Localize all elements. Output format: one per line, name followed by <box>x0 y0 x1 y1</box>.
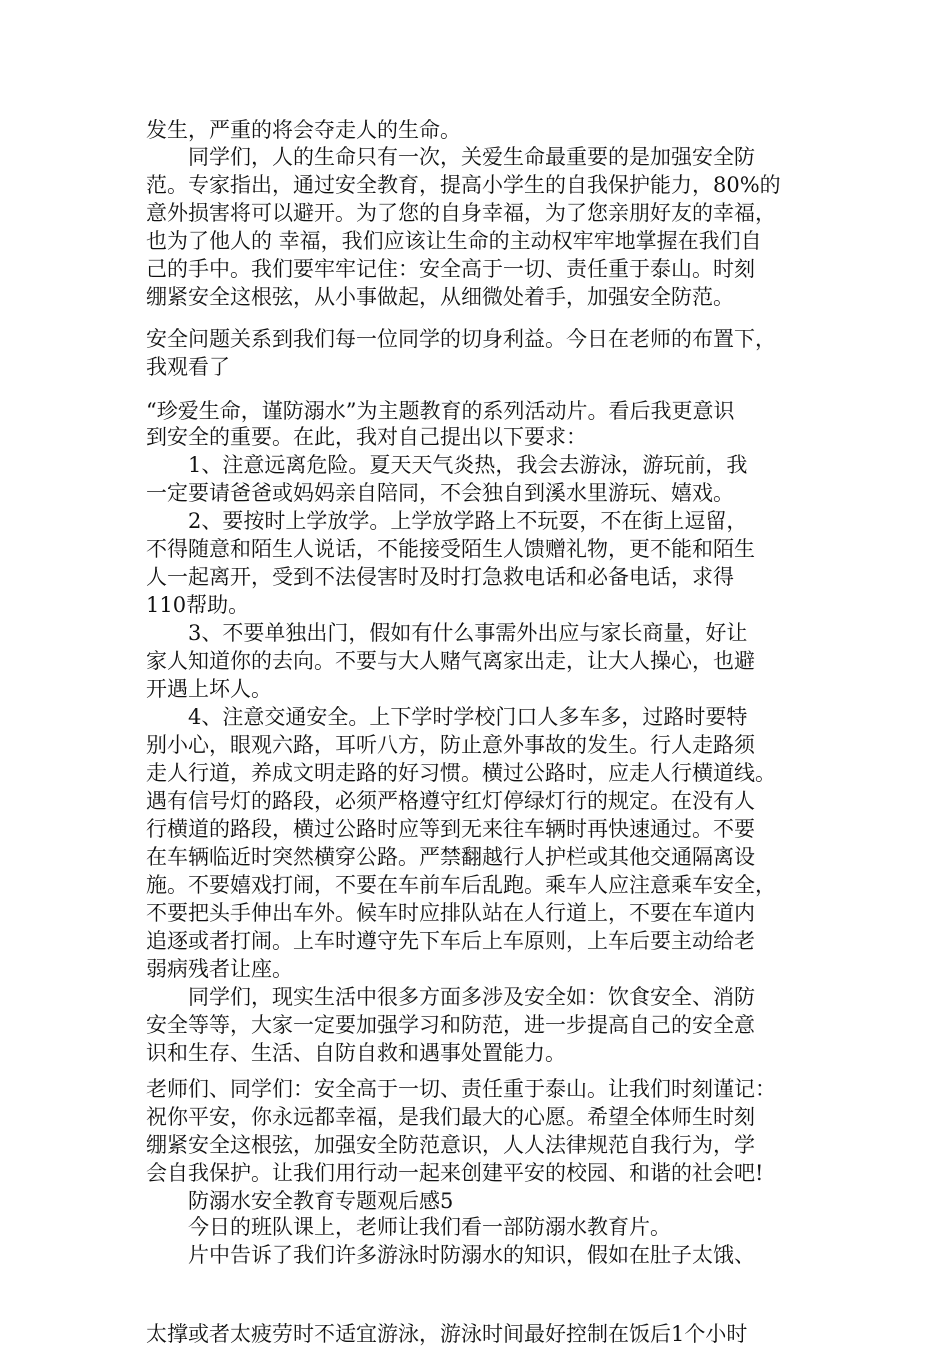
paragraph-line: 防溺水安全教育专题观后感5 <box>146 1189 454 1213</box>
paragraph-line: 今日的班队课上，老师让我们看一部防溺水教育片。 <box>146 1215 671 1239</box>
paragraph-line: 识和生存、生活、自防自救和遇事处置能力。 <box>146 1041 566 1065</box>
paragraph-line: 追逐或者打闹。上车时遵守先下车后上车原则，上车后要主动给老 <box>146 929 755 953</box>
paragraph-line: 4、注意交通安全。上下学时学校门口人多车多，过路时要特 <box>146 705 748 729</box>
paragraph-line: 也为了他人的 幸福，我们应该让生命的主动权牢牢地掌握在我们自 <box>146 229 762 253</box>
paragraph-line: 2、要按时上学放学。上学放学路上不玩耍，不在街上逗留， <box>146 509 748 533</box>
paragraph-line: 同学们，现实生活中很多方面多涉及安全如：饮食安全、消防 <box>146 985 755 1009</box>
paragraph-line: 开遇上坏人。 <box>146 677 272 701</box>
paragraph-line: 太撑或者太疲劳时不适宜游泳，游泳时间最好控制在饭后1个小时 <box>146 1322 748 1346</box>
paragraph-line: 遇有信号灯的路段，必须严格遵守红灯停绿灯行的规定。在没有人 <box>146 789 755 813</box>
paragraph-line: “珍爱生命，谨防溺水”为主题教育的系列活动片。看后我更意识 <box>146 399 735 423</box>
paragraph-line: 施。不要嬉戏打闹，不要在车前车后乱跑。乘车人应注意乘车安全， <box>146 873 776 897</box>
paragraph-line: 3、不要单独出门，假如有什么事需外出应与家长商量，好让 <box>146 621 748 645</box>
paragraph-line: 弱病残者让座。 <box>146 957 293 981</box>
paragraph-line: 不要把头手伸出车外。候车时应排队站在人行道上，不要在车道内 <box>146 901 755 925</box>
paragraph-line: 意外损害将可以避开。为了您的自身幸福，为了您亲朋好友的幸福， <box>146 201 776 225</box>
paragraph-line: 安全问题关系到我们每一位同学的切身利益。今日在老师的布置下， <box>146 327 776 351</box>
paragraph-line: 不得随意和陌生人说话，不能接受陌生人馈赠礼物，更不能和陌生 <box>146 537 755 561</box>
paragraph-line: 到安全的重要。在此，我对自己提出以下要求： <box>146 425 587 449</box>
paragraph-line: 我观看了 <box>146 355 230 379</box>
paragraph-line: 走人行道，养成文明走路的好习惯。横过公路时，应走人行横道线。 <box>146 761 776 785</box>
paragraph-line: 行横道的路段，横过公路时应等到无来往车辆时再快速通过。不要 <box>146 817 755 841</box>
paragraph-line: 人一起离开，受到不法侵害时及时打急救电话和必备电话，求得 <box>146 565 734 589</box>
paragraph-line: 绷紧安全这根弦，从小事做起，从细微处着手，加强安全防范。 <box>146 285 734 309</box>
paragraph-line: 别小心，眼观六路，耳听八方，防止意外事故的发生。行人走路须 <box>146 733 755 757</box>
paragraph-line: 1、注意远离危险。夏天天气炎热，我会去游泳，游玩前，我 <box>146 453 748 477</box>
paragraph-line: 片中告诉了我们许多游泳时防溺水的知识，假如在肚子太饿、 <box>146 1243 755 1267</box>
blank-line <box>146 1047 836 1075</box>
paragraph-line: 祝你平安，你永远都幸福，是我们最大的心愿。希望全体师生时刻 <box>146 1105 755 1129</box>
paragraph-line: 发生，严重的将会夺走人的生命。 <box>146 118 461 142</box>
paragraph-line: 己的手中。我们要牢牢记住：安全高于一切、责任重于泰山。时刻 <box>146 257 755 281</box>
paragraph-line: 会自我保护。让我们用行动一起来创建平安的校园、和谐的社会吧! <box>146 1161 764 1185</box>
paragraph-line: 安全等等，大家一定要加强学习和防范，进一步提高自己的安全意 <box>146 1013 755 1037</box>
paragraph-line: 老师们、同学们：安全高于一切、责任重于泰山。让我们时刻谨记： <box>146 1077 776 1101</box>
paragraph-line: 一定要请爸爸或妈妈亲自陪同，不会独自到溪水里游玩、嬉戏。 <box>146 481 734 505</box>
paragraph-line: 绷紧安全这根弦，加强安全防范意识，人人法律规范自我行为，学 <box>146 1133 755 1157</box>
paragraph-line: 范。专家指出，通过安全教育，提高小学生的自我保护能力，80%的 <box>146 173 781 197</box>
paragraph-line: 同学们，人的生命只有一次，关爱生命最重要的是加强安全防 <box>146 145 755 169</box>
paragraph-line: 110帮助。 <box>146 593 250 617</box>
paragraph-line: 家人知道你的去向。不要与大人赌气离家出走，让大人操心，也避 <box>146 649 755 673</box>
paragraph-line: 在车辆临近时突然横穿公路。严禁翻越行人护栏或其他交通隔离设 <box>146 845 755 869</box>
